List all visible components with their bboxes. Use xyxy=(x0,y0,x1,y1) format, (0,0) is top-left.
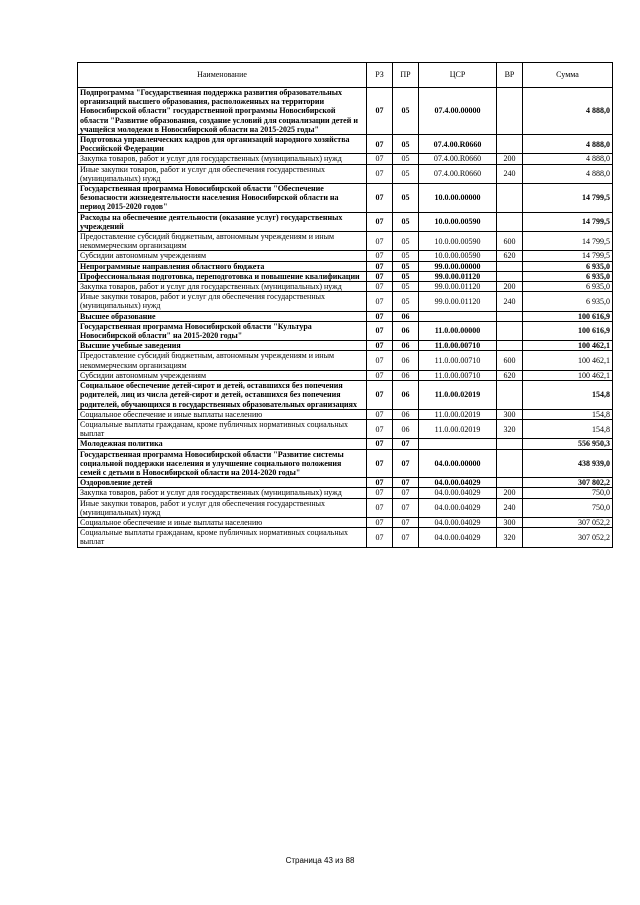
row-rz: 07 xyxy=(367,381,393,410)
row-pr: 05 xyxy=(393,184,419,213)
table-row xyxy=(78,488,613,498)
row-pr: 05 xyxy=(393,251,419,261)
row-pr: 06 xyxy=(393,341,419,351)
row-pr: 07 xyxy=(393,478,419,488)
row-sum: 14 799,5 xyxy=(523,232,613,251)
row-vr xyxy=(497,321,523,340)
row-csr: 07.4.00.R0660 xyxy=(419,164,497,183)
row-csr: 04.0.00.04029 xyxy=(419,517,497,527)
row-rz: 07 xyxy=(367,261,393,271)
row-name: Закупка товаров, работ и услуг для государственных (муниципальных) нужд xyxy=(78,154,367,164)
row-pr: 06 xyxy=(393,311,419,321)
row-vr: 300 xyxy=(497,517,523,527)
row-pr: 07 xyxy=(393,439,419,449)
row-csr: 11.0.00.00710 xyxy=(419,351,497,370)
row-rz: 07 xyxy=(367,88,393,135)
row-sum: 307 052,2 xyxy=(523,517,613,527)
row-rz: 07 xyxy=(367,517,393,527)
table-row xyxy=(78,439,613,449)
row-pr: 05 xyxy=(393,282,419,292)
table-row xyxy=(78,409,613,419)
table-row xyxy=(78,449,613,478)
row-rz: 07 xyxy=(367,478,393,488)
row-csr: 11.0.00.02019 xyxy=(419,419,497,438)
row-csr: 04.0.00.04029 xyxy=(419,478,497,488)
table-row xyxy=(78,498,613,517)
row-vr xyxy=(497,341,523,351)
row-name: Государственная программа Новосибирской области "Развитие системы социальной поддержки населения и улучшение социального положения семей с детьми в Новосибирской области на 2014-2020 годы" xyxy=(78,449,367,478)
row-name: Подготовка управленческих кадров для организаций народного хозяйства Российской Федерации xyxy=(78,135,367,154)
header-pr: ПР xyxy=(393,63,419,88)
row-name: Социальные выплаты гражданам, кроме публичных нормативных социальных выплат xyxy=(78,419,367,438)
row-pr: 05 xyxy=(393,154,419,164)
row-pr: 06 xyxy=(393,419,419,438)
row-vr: 240 xyxy=(497,498,523,517)
row-csr: 04.0.00.04029 xyxy=(419,498,497,517)
row-name: Закупка товаров, работ и услуг для государственных (муниципальных) нужд xyxy=(78,282,367,292)
row-rz: 07 xyxy=(367,488,393,498)
row-csr: 10.0.00.00590 xyxy=(419,212,497,231)
row-name: Предоставление субсидий бюджетным, автономным учреждениям и иным некоммерческим организациям xyxy=(78,232,367,251)
row-vr xyxy=(497,135,523,154)
table-row xyxy=(78,311,613,321)
table-row xyxy=(78,261,613,271)
row-pr: 05 xyxy=(393,135,419,154)
row-sum: 6 935,0 xyxy=(523,292,613,311)
row-rz: 07 xyxy=(367,282,393,292)
row-vr xyxy=(497,381,523,410)
row-sum: 154,8 xyxy=(523,419,613,438)
row-pr: 07 xyxy=(393,449,419,478)
row-name: Иные закупки товаров, работ и услуг для обеспечения государственных (муниципальных) нужд xyxy=(78,498,367,517)
table-body xyxy=(78,88,613,548)
table-header-row xyxy=(78,63,613,88)
row-name: Закупка товаров, работ и услуг для государственных (муниципальных) нужд xyxy=(78,488,367,498)
table-row xyxy=(78,292,613,311)
row-sum: 100 462,1 xyxy=(523,341,613,351)
row-vr: 600 xyxy=(497,232,523,251)
row-vr xyxy=(497,478,523,488)
row-rz: 07 xyxy=(367,271,393,281)
row-rz: 07 xyxy=(367,439,393,449)
table-row xyxy=(78,528,613,547)
row-pr: 06 xyxy=(393,370,419,380)
row-csr: 11.0.00.00710 xyxy=(419,341,497,351)
row-csr: 10.0.00.00590 xyxy=(419,251,497,261)
table-row xyxy=(78,341,613,351)
row-pr: 07 xyxy=(393,517,419,527)
header-csr: ЦСР xyxy=(419,63,497,88)
row-name: Социальное обеспечение и иные выплаты населению xyxy=(78,409,367,419)
table-row xyxy=(78,232,613,251)
row-name: Иные закупки товаров, работ и услуг для обеспечения государственных (муниципальных) нужд xyxy=(78,164,367,183)
row-pr: 07 xyxy=(393,498,419,517)
row-vr xyxy=(497,184,523,213)
row-sum: 100 616,9 xyxy=(523,311,613,321)
row-pr: 05 xyxy=(393,88,419,135)
row-vr: 240 xyxy=(497,164,523,183)
header-sum: Сумма xyxy=(523,63,613,88)
row-name: Иные закупки товаров, работ и услуг для обеспечения государственных (муниципальных) нужд xyxy=(78,292,367,311)
row-sum: 100 462,1 xyxy=(523,351,613,370)
row-sum: 556 950,3 xyxy=(523,439,613,449)
table-row xyxy=(78,212,613,231)
row-vr: 600 xyxy=(497,351,523,370)
row-csr: 99.0.00.01120 xyxy=(419,282,497,292)
table-row xyxy=(78,184,613,213)
row-name: Высшее образование xyxy=(78,311,367,321)
row-pr: 06 xyxy=(393,381,419,410)
row-rz: 07 xyxy=(367,154,393,164)
row-rz: 07 xyxy=(367,419,393,438)
row-vr xyxy=(497,271,523,281)
table-row xyxy=(78,88,613,135)
table-row xyxy=(78,381,613,410)
row-rz: 07 xyxy=(367,341,393,351)
row-name: Государственная программа Новосибирской области "Обеспечение безопасности жизнедеятельности населения Новосибирской области на период 2015-2020 годов" xyxy=(78,184,367,213)
row-sum: 6 935,0 xyxy=(523,261,613,271)
row-sum: 4 888,0 xyxy=(523,135,613,154)
row-sum: 307 052,2 xyxy=(523,528,613,547)
row-vr: 320 xyxy=(497,528,523,547)
row-csr: 99.0.00.00000 xyxy=(419,261,497,271)
table-row xyxy=(78,351,613,370)
row-vr: 300 xyxy=(497,409,523,419)
row-rz: 07 xyxy=(367,212,393,231)
row-csr: 04.0.00.04029 xyxy=(419,488,497,498)
row-csr: 99.0.00.01120 xyxy=(419,292,497,311)
table-row xyxy=(78,164,613,183)
row-sum: 438 939,0 xyxy=(523,449,613,478)
row-sum: 6 935,0 xyxy=(523,282,613,292)
row-sum: 100 616,9 xyxy=(523,321,613,340)
row-rz: 07 xyxy=(367,292,393,311)
row-sum: 750,0 xyxy=(523,488,613,498)
row-pr: 07 xyxy=(393,528,419,547)
row-csr: 11.0.00.00000 xyxy=(419,321,497,340)
row-vr: 240 xyxy=(497,292,523,311)
table-row xyxy=(78,478,613,488)
row-sum: 4 888,0 xyxy=(523,164,613,183)
row-vr xyxy=(497,449,523,478)
row-name: Государственная программа Новосибирской области "Культура Новосибирской области" на 2015-2020 годы" xyxy=(78,321,367,340)
row-csr: 07.4.00.R0660 xyxy=(419,135,497,154)
row-sum: 14 799,5 xyxy=(523,251,613,261)
table-row xyxy=(78,321,613,340)
row-sum: 14 799,5 xyxy=(523,212,613,231)
table-row xyxy=(78,517,613,527)
row-rz: 07 xyxy=(367,251,393,261)
table-row xyxy=(78,154,613,164)
row-name: Субсидии автономным учреждениям xyxy=(78,251,367,261)
row-rz: 07 xyxy=(367,184,393,213)
row-rz: 07 xyxy=(367,498,393,517)
row-vr: 620 xyxy=(497,370,523,380)
row-sum: 4 888,0 xyxy=(523,88,613,135)
table-row xyxy=(78,251,613,261)
row-rz: 07 xyxy=(367,232,393,251)
row-name: Подпрограмма "Государственная поддержка развития образовательных организаций высшего образования, расположенных на территории Новосибирской области" государственной программы Новосибирской области "Развитие образования, создание условий для социализации детей и учащейся молодежи в Новосибирской области на 2015-2025 годы" xyxy=(78,88,367,135)
row-vr: 320 xyxy=(497,419,523,438)
row-sum: 154,8 xyxy=(523,381,613,410)
row-pr: 05 xyxy=(393,164,419,183)
row-csr: 99.0.00.01120 xyxy=(419,271,497,281)
row-vr xyxy=(497,212,523,231)
table-row xyxy=(78,282,613,292)
row-csr xyxy=(419,439,497,449)
row-rz: 07 xyxy=(367,449,393,478)
row-vr: 620 xyxy=(497,251,523,261)
row-pr: 05 xyxy=(393,271,419,281)
row-pr: 05 xyxy=(393,212,419,231)
row-rz: 07 xyxy=(367,164,393,183)
row-sum: 307 802,2 xyxy=(523,478,613,488)
row-rz: 07 xyxy=(367,311,393,321)
row-csr: 11.0.00.02019 xyxy=(419,409,497,419)
row-name: Молодежная политика xyxy=(78,439,367,449)
row-csr xyxy=(419,311,497,321)
row-pr: 06 xyxy=(393,351,419,370)
row-name: Социальное обеспечение детей-сирот и детей, оставшихся без попечения родителей, лиц из числа детей-сирот и детей, оставшихся без попечения родителей, обучающихся в государственных образовательных организациях xyxy=(78,381,367,410)
row-sum: 750,0 xyxy=(523,498,613,517)
row-vr: 200 xyxy=(497,488,523,498)
row-csr: 04.0.00.04029 xyxy=(419,528,497,547)
row-sum: 100 462,1 xyxy=(523,370,613,380)
table-row xyxy=(78,419,613,438)
budget-table xyxy=(77,62,613,548)
row-name: Высшие учебные заведения xyxy=(78,341,367,351)
row-rz: 07 xyxy=(367,528,393,547)
row-name: Оздоровление детей xyxy=(78,478,367,488)
row-name: Социальные выплаты гражданам, кроме публичных нормативных социальных выплат xyxy=(78,528,367,547)
row-rz: 07 xyxy=(367,135,393,154)
header-name: Наименование xyxy=(78,63,367,88)
row-rz: 07 xyxy=(367,321,393,340)
row-csr: 07.4.00.00000 xyxy=(419,88,497,135)
table-row xyxy=(78,271,613,281)
row-csr: 07.4.00.R0660 xyxy=(419,154,497,164)
row-pr: 07 xyxy=(393,488,419,498)
row-name: Непрограммные направления областного бюджета xyxy=(78,261,367,271)
table-row xyxy=(78,370,613,380)
row-vr xyxy=(497,311,523,321)
page-number: Страница 43 из 88 xyxy=(285,856,355,865)
row-pr: 05 xyxy=(393,232,419,251)
row-rz: 07 xyxy=(367,370,393,380)
row-pr: 05 xyxy=(393,292,419,311)
row-vr: 200 xyxy=(497,282,523,292)
row-name: Предоставление субсидий бюджетным, автономным учреждениям и иным некоммерческим организациям xyxy=(78,351,367,370)
row-vr xyxy=(497,261,523,271)
row-sum: 6 935,0 xyxy=(523,271,613,281)
row-csr: 11.0.00.00710 xyxy=(419,370,497,380)
row-csr: 04.0.00.00000 xyxy=(419,449,497,478)
row-rz: 07 xyxy=(367,409,393,419)
row-csr: 10.0.00.00000 xyxy=(419,184,497,213)
row-name: Субсидии автономным учреждениям xyxy=(78,370,367,380)
row-pr: 06 xyxy=(393,321,419,340)
row-vr xyxy=(497,88,523,135)
row-sum: 4 888,0 xyxy=(523,154,613,164)
row-pr: 06 xyxy=(393,409,419,419)
row-vr: 200 xyxy=(497,154,523,164)
row-name: Социальное обеспечение и иные выплаты населению xyxy=(78,517,367,527)
row-rz: 07 xyxy=(367,351,393,370)
header-vr: ВР xyxy=(497,63,523,88)
row-name: Профессиональная подготовка, переподготовка и повышение квалификации xyxy=(78,271,367,281)
row-vr xyxy=(497,439,523,449)
row-pr: 05 xyxy=(393,261,419,271)
row-name: Расходы на обеспечение деятельности (оказание услуг) государственных учреждений xyxy=(78,212,367,231)
row-csr: 11.0.00.02019 xyxy=(419,381,497,410)
row-sum: 154,8 xyxy=(523,409,613,419)
row-sum: 14 799,5 xyxy=(523,184,613,213)
table-row xyxy=(78,135,613,154)
header-rz: РЗ xyxy=(367,63,393,88)
row-csr: 10.0.00.00590 xyxy=(419,232,497,251)
